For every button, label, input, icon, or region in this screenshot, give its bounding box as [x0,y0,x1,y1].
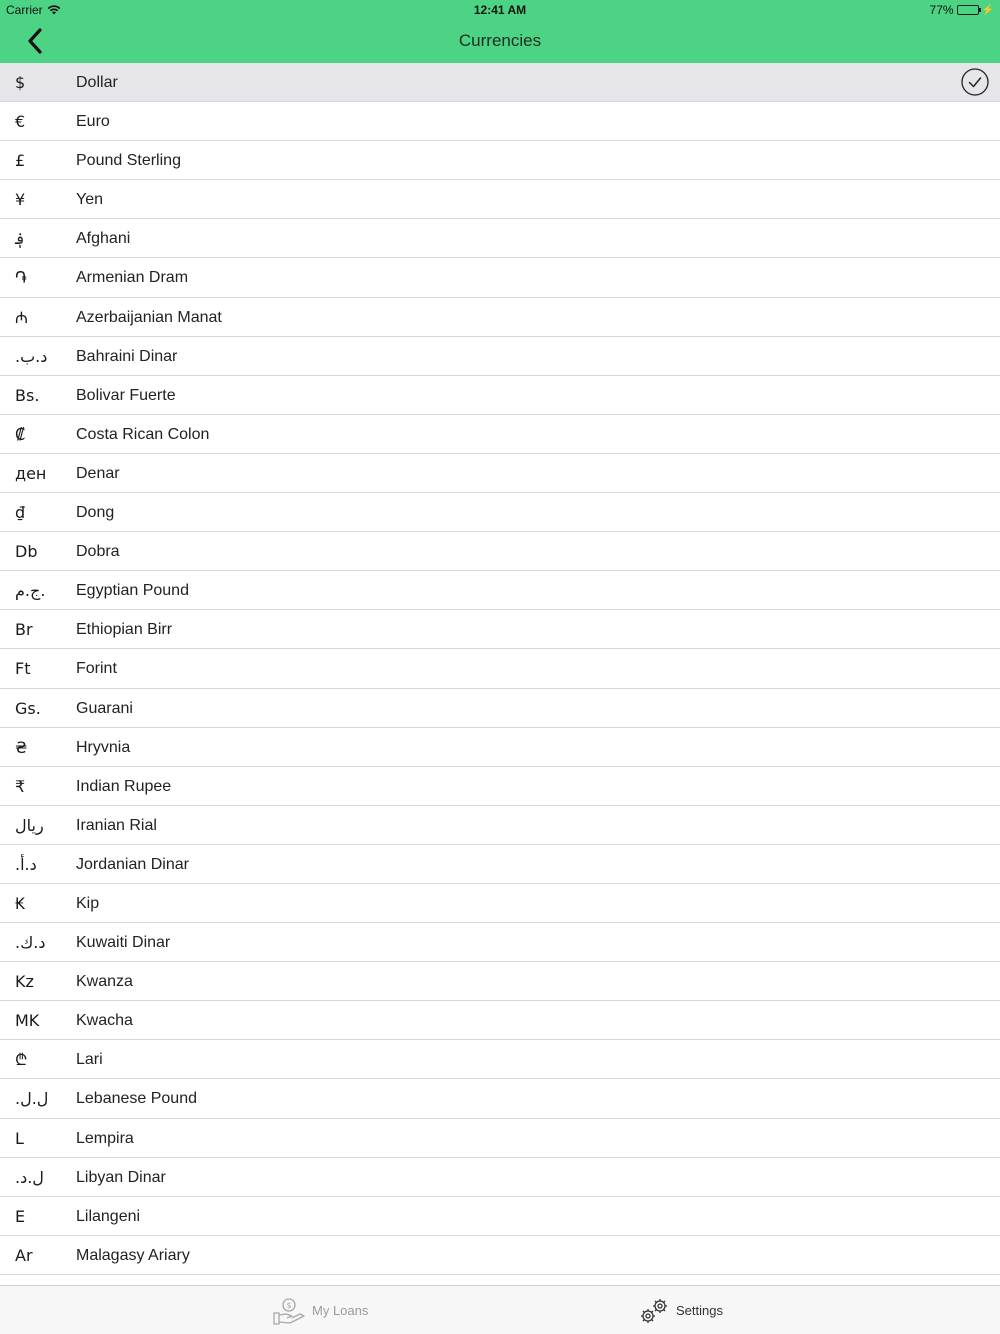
currency-symbol: MK [15,1011,40,1031]
currency-name: Lilangeni [76,1207,141,1225]
currency-symbol: ₫ [15,503,26,523]
tab-settings-label: Settings [676,1303,723,1318]
currency-name: Bahraini Dinar [76,347,178,365]
currency-row[interactable] [0,806,1000,845]
currency-symbol: ден [15,463,47,483]
currency-name: Yen [76,191,103,209]
currency-row[interactable] [0,141,1000,180]
currency-name: Kip [76,894,100,912]
currency-symbol: .د.ك [15,933,46,953]
currency-row[interactable] [0,1197,1000,1236]
currency-name: Euro [76,113,110,131]
currency-row[interactable] [0,1158,1000,1197]
currency-symbol: ج.م. [15,581,46,601]
currency-symbol: .د.ب [15,346,48,366]
currency-symbol: € [15,112,26,132]
currency-symbol: ؋ [15,229,25,249]
currency-row[interactable] [0,219,1000,258]
currency-symbol: ₼ [15,307,28,327]
currency-row[interactable] [0,493,1000,532]
currency-symbol: ¥ [15,190,26,210]
currency-name: Dong [76,504,115,522]
currency-symbol: .د.أ [15,854,37,874]
currency-symbol: .ل.د [15,1167,44,1187]
currency-symbol: Bs. [15,385,40,405]
status-time: 12:41 AM [473,3,527,17]
currency-symbol: ֏ [15,268,27,288]
currency-name: Denar [76,464,120,482]
currency-row[interactable] [0,1040,1000,1079]
currency-row[interactable] [0,767,1000,806]
currency-name: Kwacha [76,1012,133,1030]
currency-name: Hryvnia [76,738,131,756]
currency-name: Bolivar Fuerte [76,386,176,404]
currency-name: Azerbaijanian Manat [76,308,222,326]
currency-row[interactable] [0,337,1000,376]
gears-icon [638,1297,670,1325]
currency-symbol: Kz [15,972,34,992]
currency-row[interactable] [0,1079,1000,1118]
currency-row[interactable] [0,689,1000,728]
tab-bar [0,1285,1000,1334]
currency-symbol: Db [15,542,38,562]
status-bar [0,0,1000,20]
currency-row[interactable] [0,180,1000,219]
currency-name: Lebanese Pound [76,1090,197,1108]
currency-symbol: Br [15,620,33,640]
currency-list [0,63,1000,1275]
currency-name: Guarani [76,699,133,717]
charging-bolt-icon: ⚡ [981,4,994,16]
currency-name: Jordanian Dinar [76,855,189,873]
currency-symbol: ₹ [15,776,26,796]
currency-name: Afghani [76,230,131,248]
currency-name: Dollar [76,74,118,91]
currency-row[interactable] [0,454,1000,493]
currency-row[interactable] [0,571,1000,610]
currency-name: Iranian Rial [76,816,157,834]
currency-symbol: ₾ [15,1050,28,1070]
currency-symbol: ₡ [15,424,26,444]
svg-text:$: $ [286,1300,292,1310]
carrier-label: Carrier [6,3,43,17]
header [0,0,1000,63]
currency-symbol: .ل.ل [15,1089,49,1109]
tab-settings[interactable] [638,1286,723,1334]
page-title: Currencies [458,31,542,50]
currency-row[interactable] [0,649,1000,688]
currency-name: Indian Rupee [76,777,172,795]
currency-name: Lari [76,1051,103,1069]
currency-symbol: Ar [15,1245,33,1265]
currency-name: Kwanza [76,973,133,991]
currency-name: Pound Sterling [76,152,181,170]
currency-symbol: ₴ [15,737,28,757]
currency-row[interactable] [0,923,1000,962]
currency-row[interactable] [0,376,1000,415]
currency-symbol: $ [15,73,26,92]
currency-row[interactable] [0,298,1000,337]
currency-symbol: E [15,1206,26,1226]
tab-my-loans-label: My Loans [312,1303,369,1318]
currency-name: Forint [76,660,117,678]
currency-row[interactable] [0,728,1000,767]
currency-name: Costa Rican Colon [76,425,210,443]
currency-name: Libyan Dinar [76,1168,166,1186]
checkmark-circle-icon [961,68,989,96]
currency-name: Armenian Dram [76,269,189,287]
currency-row[interactable] [0,610,1000,649]
status-battery-group [930,3,994,17]
loan-hand-icon [272,1297,306,1325]
currency-name: Kuwaiti Dinar [76,934,171,952]
currency-symbol: ريال [15,815,44,835]
currency-row[interactable] [0,63,1000,102]
currency-row[interactable] [0,258,1000,297]
battery-icon [957,5,979,15]
currency-row[interactable] [0,1119,1000,1158]
currency-row[interactable] [0,102,1000,141]
navigation-bar [0,20,1000,63]
currency-row[interactable] [0,1236,1000,1275]
currency-name: Ethiopian Birr [76,621,173,639]
tab-my-loans[interactable] [272,1286,368,1334]
currency-symbol: L [15,1128,24,1148]
currency-symbol: £ [15,151,26,171]
currency-row[interactable] [0,845,1000,884]
currency-row[interactable] [0,962,1000,1001]
battery-percent: 77% [929,3,954,17]
currency-symbol: Ft [15,659,31,679]
currency-name: Egyptian Pound [76,582,189,600]
currency-row[interactable] [0,1001,1000,1040]
currency-symbol: Gs. [15,698,41,718]
currency-symbol: ₭ [15,893,26,913]
currency-row[interactable] [0,415,1000,454]
currency-row[interactable] [0,884,1000,923]
currency-name: Malagasy Ariary [76,1246,190,1264]
currency-row[interactable] [0,532,1000,571]
currency-name: Lempira [76,1129,134,1147]
currency-name: Dobra [76,543,120,561]
